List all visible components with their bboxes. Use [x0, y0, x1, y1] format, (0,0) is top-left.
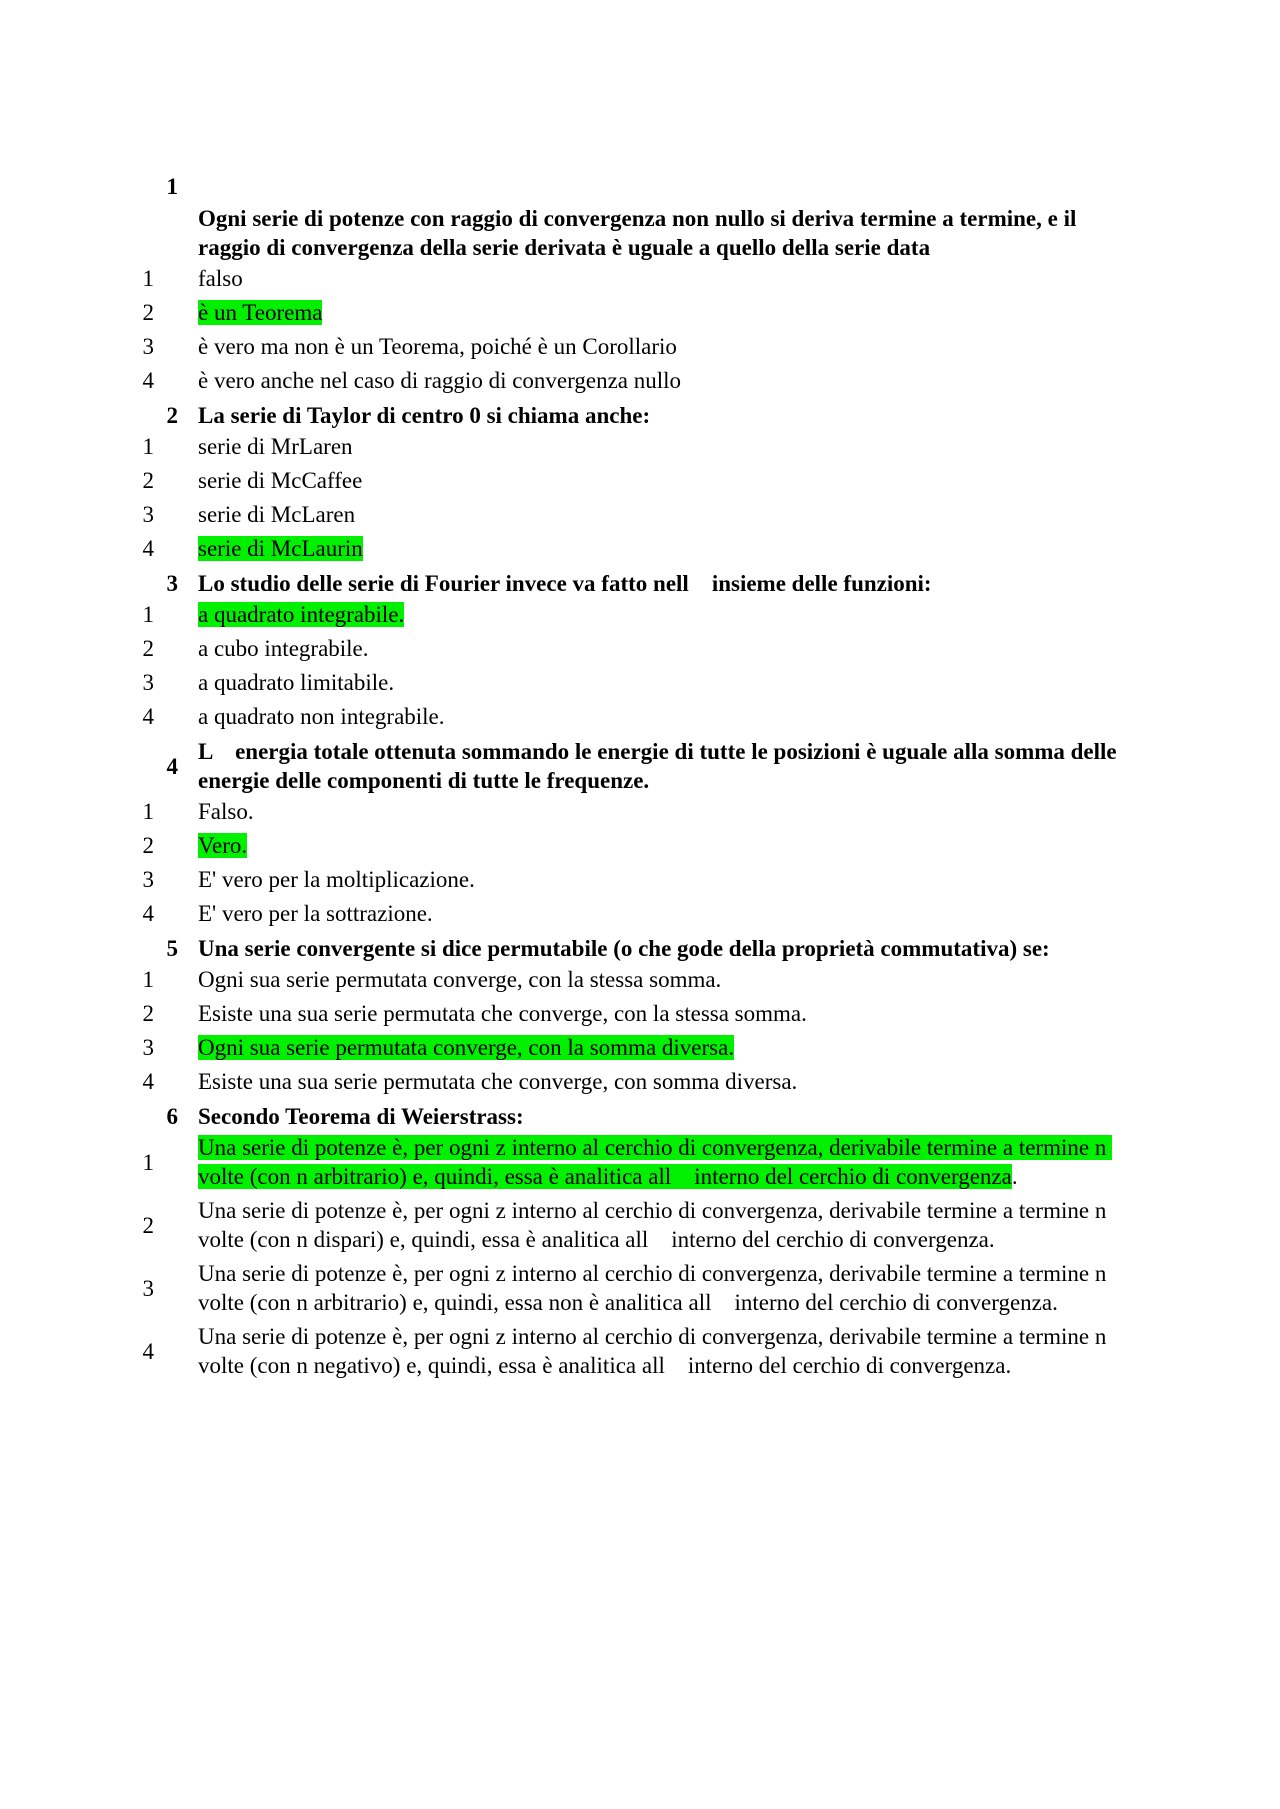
answer-text: è vero anche nel caso di raggio di convergenza nullo: [198, 368, 682, 393]
quiz-list: [130, 172, 1130, 1380]
answer-text: falso: [198, 266, 243, 291]
question-text: L energia totale ottenuta sommando le energie di tutte le posizioni è uguale alla somma delle energie delle componenti di tutte le frequenze.: [198, 739, 1123, 793]
answer-option: [130, 634, 1130, 663]
answer-text: Una serie di potenze è, per ogni z interno al cerchio di convergenza, derivabile termine a termine n volte (con n arbitrario) e, quindi, essa non è analitica all interno del cerchio di convergenza.: [198, 1261, 1113, 1315]
question-text: Secondo Teorema di Weierstrass:: [198, 1104, 524, 1129]
answer-text: Una serie di potenze è, per ogni z interno al cerchio di convergenza, derivabile termine a termine n volte (con n negativo) e, quindi, essa è analitica all interno del cerchio di convergenza.: [198, 1324, 1113, 1378]
question: [130, 1102, 1130, 1131]
answer-option: [130, 366, 1130, 395]
answer-option: [130, 264, 1130, 293]
answer-number: 1: [142, 434, 154, 459]
answer-number: 4: [142, 901, 154, 926]
answer-number: 1: [142, 967, 154, 992]
question-text: Lo studio delle serie di Fourier invece va fatto nell insieme delle funzioni:: [198, 571, 932, 596]
question-text: Una serie convergente si dice permutabile (o che gode della proprietà commutativa) se:: [198, 936, 1050, 961]
answer-number: 2: [142, 833, 154, 858]
question-number: 3: [166, 571, 178, 596]
answer-number: 1: [142, 602, 154, 627]
answer-option: [130, 965, 1130, 994]
answer-option: [130, 1133, 1130, 1191]
answer-option: [130, 865, 1130, 894]
answer-text: serie di MrLaren: [198, 434, 353, 459]
correct-answer-text: a quadrato integrabile.: [198, 602, 405, 627]
answer-number: 2: [142, 1212, 154, 1238]
answer-option: [130, 1259, 1130, 1317]
answer-text: Esiste una sua serie permutata che converge, con somma diversa.: [198, 1069, 798, 1094]
answer-number: 3: [142, 334, 154, 359]
answer-option: [130, 298, 1130, 327]
answer-option: [130, 432, 1130, 461]
correct-answer-text: è un Teorema: [198, 300, 323, 325]
question-number: 4: [166, 753, 178, 779]
question: [130, 401, 1130, 430]
answer-option: [130, 600, 1130, 629]
answer-option: [130, 999, 1130, 1028]
answer-number: 2: [142, 636, 154, 661]
answer-number: 1: [142, 799, 154, 824]
correct-answer-text: Vero.: [198, 833, 248, 858]
answer-text: E' vero per la moltiplicazione.: [198, 867, 475, 892]
answer-option: [130, 466, 1130, 495]
question-number: 6: [166, 1104, 178, 1129]
question-number: 2: [166, 403, 178, 428]
answer-suffix: .: [1011, 1164, 1018, 1189]
answer-number: 4: [142, 536, 154, 561]
answer-number: 2: [142, 300, 154, 325]
answer-text: E' vero per la sottrazione.: [198, 901, 433, 926]
answer-number: 3: [142, 867, 154, 892]
answer-number: 1: [142, 266, 154, 291]
question-number-row: [130, 172, 1130, 201]
answer-option: [130, 1033, 1130, 1062]
correct-answer-text: Una serie di potenze è, per ogni z interno al cerchio di convergenza, derivabile termine a termine n volte (con n arbitrario) e, quindi, essa è analitica all interno del cerchio di convergenza: [198, 1135, 1113, 1189]
answer-option: [130, 534, 1130, 563]
answer-number: 2: [142, 1001, 154, 1026]
correct-answer-text: Ogni sua serie permutata converge, con la somma diversa.: [198, 1035, 735, 1060]
answer-number: 4: [142, 368, 154, 393]
answer-number: 4: [142, 1338, 154, 1364]
answer-number: 3: [142, 1035, 154, 1060]
answer-number: 3: [142, 502, 154, 527]
answer-text: Falso.: [198, 799, 254, 824]
answer-number: 3: [142, 670, 154, 695]
correct-answer-text: serie di McLaurin: [198, 536, 363, 561]
answer-number: 4: [142, 704, 154, 729]
answer-option: [130, 831, 1130, 860]
answer-option: [130, 899, 1130, 928]
question: [130, 204, 1130, 262]
question-number: 5: [166, 936, 178, 961]
answer-text: Una serie di potenze è, per ogni z interno al cerchio di convergenza, derivabile termine a termine n volte (con n dispari) e, quindi, essa è analitica all interno del cerchio di convergenza.: [198, 1198, 1113, 1252]
answer-option: [130, 797, 1130, 826]
question-text: La serie di Taylor di centro 0 si chiama anche:: [198, 403, 651, 428]
answer-number: 1: [142, 1149, 154, 1175]
answer-option: [130, 500, 1130, 529]
question: [130, 737, 1130, 795]
question-text: Ogni serie di potenze con raggio di convergenza non nullo si deriva termine a termine, e il raggio di convergenza della serie derivata è uguale a quello della serie data: [198, 206, 1077, 260]
answer-option: [130, 1322, 1130, 1380]
answer-option: [130, 1196, 1130, 1254]
answer-number: 4: [142, 1069, 154, 1094]
answer-text: Esiste una sua serie permutata che converge, con la stessa somma.: [198, 1001, 807, 1026]
answer-option: [130, 668, 1130, 697]
question-number: 1: [166, 174, 178, 199]
answer-text: è vero ma non è un Teorema, poiché è un Corollario: [198, 334, 677, 359]
question: [130, 569, 1130, 598]
answer-option: [130, 702, 1130, 731]
answer-number: 3: [142, 1275, 154, 1301]
answer-text: a cubo integrabile.: [198, 636, 369, 661]
answer-text: a quadrato non integrabile.: [198, 704, 445, 729]
answer-text: Ogni sua serie permutata converge, con la stessa somma.: [198, 967, 722, 992]
answer-text: a quadrato limitabile.: [198, 670, 395, 695]
question: [130, 934, 1130, 963]
answer-option: [130, 1067, 1130, 1096]
answer-text: serie di McCaffee: [198, 468, 363, 493]
answer-option: [130, 332, 1130, 361]
answer-text: serie di McLaren: [198, 502, 356, 527]
answer-number: 2: [142, 468, 154, 493]
